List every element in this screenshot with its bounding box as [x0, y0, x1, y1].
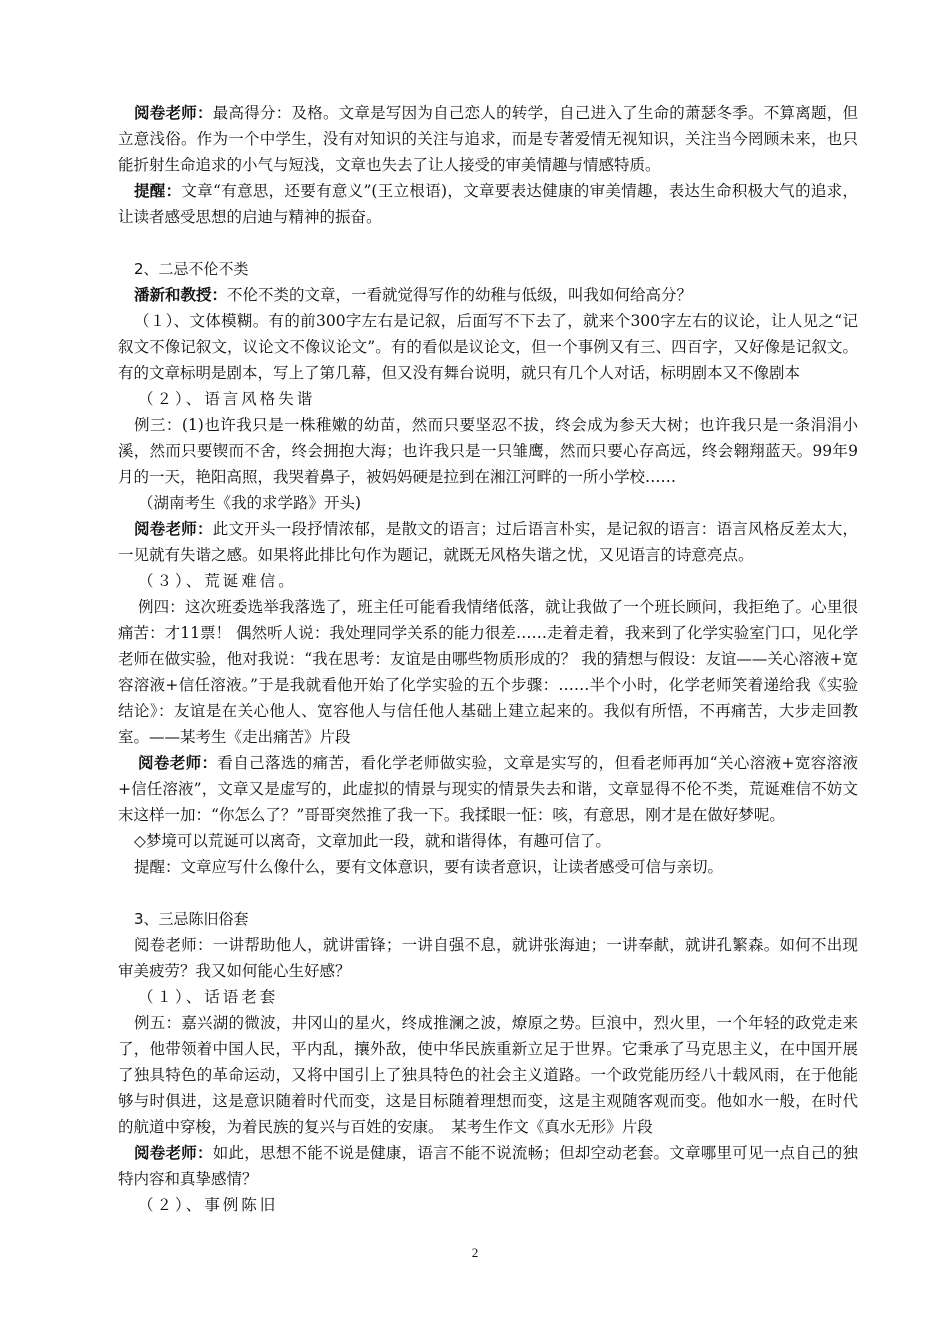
paragraph: 提醒：文章“有意思，还要有意义”(王立根语)，文章要表达健康的审美情趣，表达生命积极大气的追求，让读者感受思想的启迪与精神的振奋。	[118, 181, 858, 226]
paragraph: 例五：嘉兴湖的微波，井冈山的星火，终成推澜之波，燎原之势。巨浪中，烈火里，一个年轻的政党走来了，他带领着中国人民，平内乱，攘外敌，使中华民族重新立足于世界。它秉承了马克思主义，在中国开展了独具特色的革命运动，又将中国引上了独具特色的社会主义道路。一个政党能历经八十载风雨，在于他能够与时俱进，这是意识随着时代而变，这是目标随着理想而变，这是主观随客观而变。他如水一般，在时代的航道中穿梭，为着民族的复兴与百姓的安康。 某考生作文《真水无形》片段	[118, 1014, 858, 1136]
source-note: （湖南考生《我的求学路》开头)	[138, 494, 362, 512]
section-heading: 2、二忌不伦不类	[134, 260, 249, 278]
document-body	[118, 100, 858, 1218]
paragraph: 阅卷老师：如此，思想不能不说是健康，语言不能不说流畅；但却空动老套。文章哪里可见一点自己的独特内容和真挚感情？	[118, 1143, 858, 1188]
paragraph: 例三：(1)也许我只是一株稚嫩的幼苗，然而只要坚忍不拔，终会成为参天大树；也许我只是一条涓涓小溪，然而只要锲而不舍，终会拥抱大海；也许我只是一只雏鹰，然而只要心存高远，终会翱翔蓝天。99年9月的一天，艳阳高照，我哭着鼻子，被妈妈硬是拉到在湘江河畔的一所小学校……	[118, 416, 858, 486]
paragraph: 阅卷老师：看自己落选的痛苦，看化学老师做实验，文章是实写的，但看老师再加“关心溶液+宽容溶液+信任溶液”，文章又是虚写的，此虚拟的情景与现实的情景失去和谐，文章显得不伦不类，荒诞难信不妨文末这样一加：“你怎么了？”哥哥突然推了我一下。我揉眼一怔：咳，有意思，刚才是在做好梦呢。	[118, 753, 858, 824]
subheading: （３）、荒诞难信。	[138, 572, 297, 590]
section-heading: 3、三忌陈旧俗套	[134, 910, 249, 928]
paragraph: （１）、文体模糊。有的前300字左右是记叙，后面写不下去了，就来个300字左右的议论，让人见之“记叙文不像记叙文，议论文不像议论文”。有的看似是议论文，但一个事例又有三、四百字，又好像是记叙文。有的文章标明是剧本，写上了第几幕，但又没有舞台说明，就只有几个人对话，标明剧本又不像剧本	[118, 312, 858, 382]
paragraph: ◇梦境可以荒诞可以离奇，文章加此一段，就和谐得体，有趣可信了。	[134, 832, 611, 850]
page-number: 2	[471, 1245, 479, 1260]
paragraph: 阅卷老师：一讲帮助他人，就讲雷锋；一讲自强不息，就讲张海迪；一讲奉献，就讲孔繁森。如何不出现审美疲劳？我又如何能心生好感？	[118, 936, 858, 980]
paragraph: 阅卷老师：最高得分：及格。文章是写因为自己恋人的转学，自己进入了生命的萧瑟冬季。不算离题，但立意浅俗。作为一个中学生，没有对知识的关注与追求，而是专著爱情无视知识，关注当今罔顾未来，也只能折射生命追求的小气与短浅，文章也失去了让人接受的审美情趣与情感特质。	[118, 103, 858, 174]
paragraph: 潘新和教授：不伦不类的文章，一看就觉得写作的幼稚与低级，叫我如何给高分？	[134, 285, 693, 304]
paragraph: 例四：这次班委选举我落选了，班主任可能看我情绪低落，就让我做了一个班长顾问，我拒绝了。心里很痛苦：才11票！ 偶然听人说：我处理同学关系的能力很差……走着走着，我来到了化学实验室门口，见化学老师在做实验，他对我说：“我在思考：友谊是由哪些物质形成的？ 我的猜想与假设：友谊——关心溶液+宽容溶液+信任溶液。”于是我就看他开始了化学实验的五个步骤：……半个小时，化学老师笑着递给我《实验结论》：友谊是在关心他人、宽容他人与信任他人基础上建立起来的。我似有所悟，不再痛苦，大步走回教室。——某考生《走出痛苦》片段	[118, 598, 858, 746]
paragraph: 提醒：文章应写什么像什么，要有文体意识，要有读者意识，让读者感受可信与亲切。	[134, 858, 724, 876]
subheading: （２）、语言风格失谐	[138, 390, 316, 408]
subheading: （２）、事例陈旧	[138, 1196, 279, 1214]
subheading: （１）、话语老套	[138, 988, 279, 1006]
paragraph: 阅卷老师：此文开头一段抒情浓郁，是散文的语言；过后语言朴实，是记叙的语言：语言风格反差太大，一见就有失谐之感。如果将此排比句作为题记，就既无风格失谐之忧，又见语言的诗意亮点。	[118, 519, 858, 564]
